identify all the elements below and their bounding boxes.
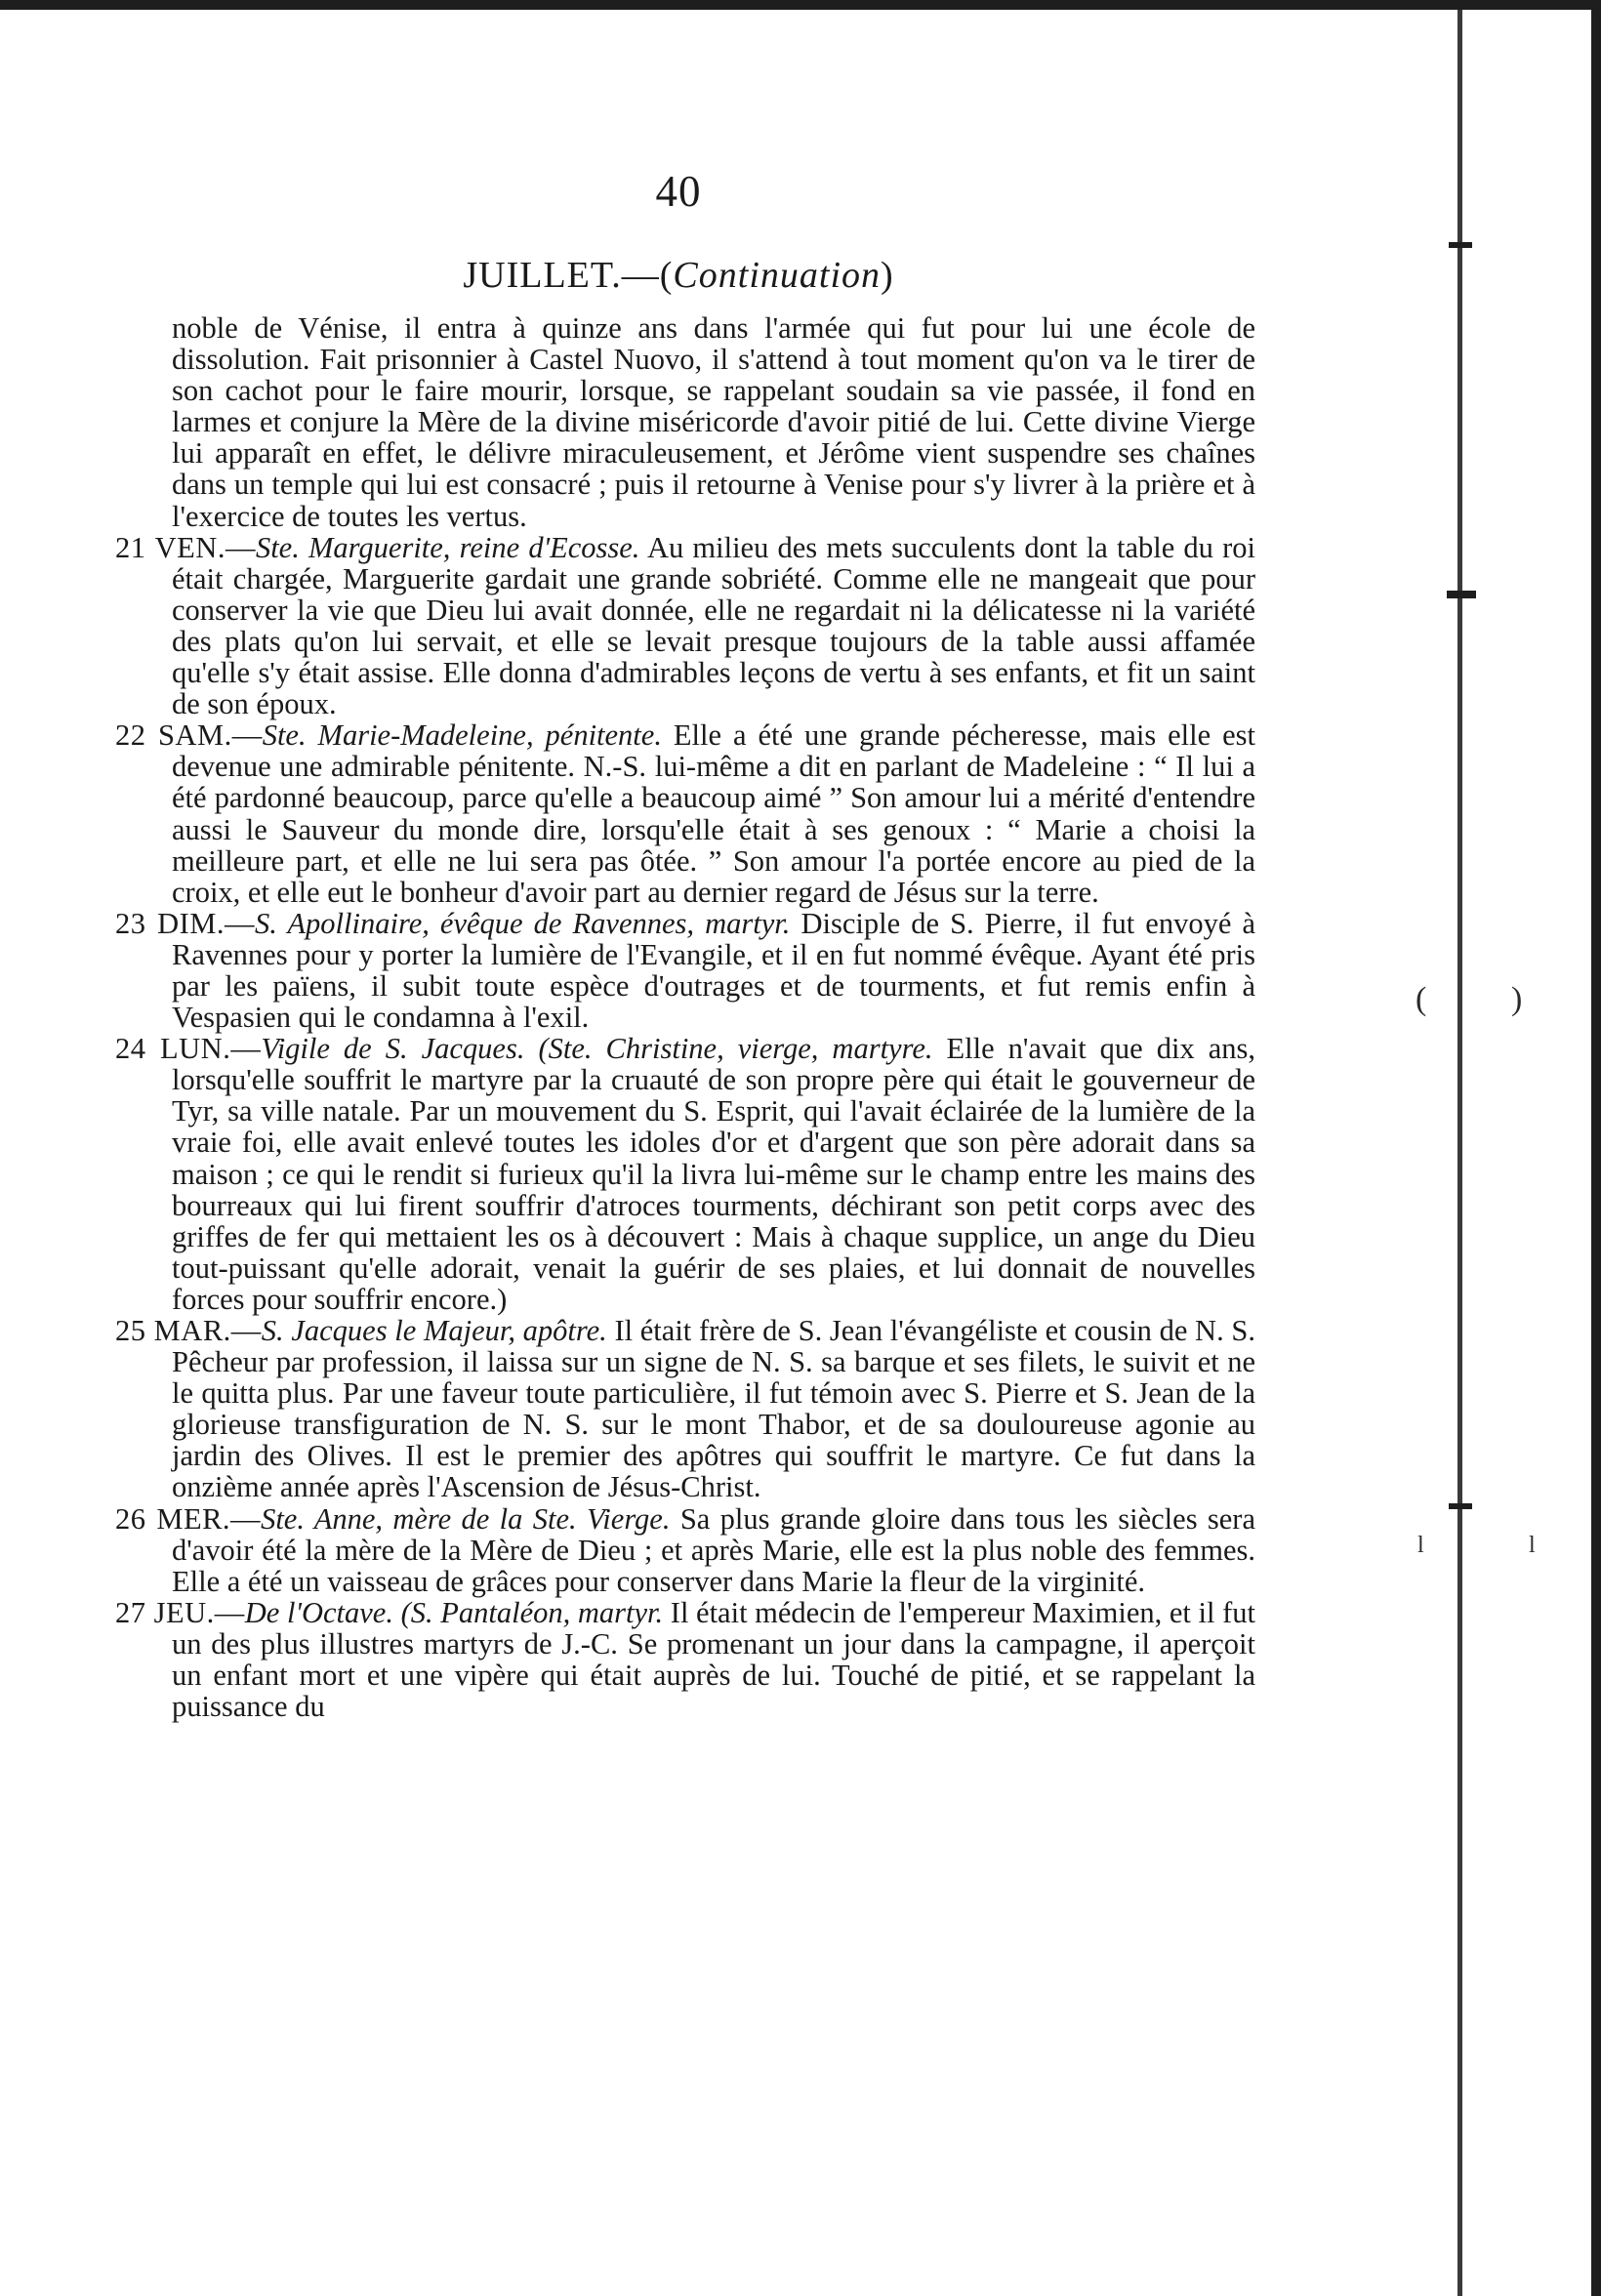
margin-mark: l xyxy=(1529,1533,1536,1558)
margin-mark: l xyxy=(1417,1533,1424,1558)
entry-saint: De l'Octave. xyxy=(244,1595,393,1629)
entry-22 xyxy=(115,719,1255,908)
entry-24 xyxy=(115,1033,1255,1315)
page-number: 40 xyxy=(655,167,702,216)
entry-text: Il était frère de S. Jean l'évangéliste et cousin de N. S. Pêcheur par profession, il laissa sur un signe de N. S. sa barque et ses filets, le suivit et ne le quitta plus. Par une faveur toute particulière, il fut témoin avec S. Pierre et S. Jean de la glorieuse transfiguration de N. S. sur le mont Thabor, et de sa douloureuse agonie au jardin des Olives. Il est le premier des apôtres qui souffrit le martyre. Ce fut dans la onzième année après l'Ascension de Jésus-Christ. xyxy=(172,1314,1255,1504)
entry-date: 25 MAR.— xyxy=(115,1314,262,1347)
entry-saint-secondary: (S. Pantaléon, martyr. xyxy=(392,1595,664,1629)
entry-text: Il était médecin de l'empereur Maximien, et il fut un des plus illustres martyrs de J.-C. Se promenant un jour dans la campagne, il aperçoit un enfant mort et une vipère qui était auprès de lui. Touché de pitié, et se rappelant la puissance du xyxy=(172,1595,1255,1724)
entry-date: 26 MER.— xyxy=(115,1501,262,1536)
entry-27 xyxy=(115,1597,1255,1722)
entry-text: Elle n'avait que dix ans, lorsqu'elle souffrit le martyre par la cruauté de son propre père qui était le gouverneur de Tyr, sa ville natale. Par un mouvement du S. Esprit, qui l'avait éclairée de la lumière de la vraie foi, elle avait enlevé toutes les idoles d'or et d'argent que son père adorait dans sa maison ; ce qui le rendit si furieux qu'il la livra lui-même sur le champ entre les mains des bourreaux qui lui firent souffrir d'atroces tourments, déchirant son petit corps avec des griffes de fer qui mettaient les os à découvert : Mais à chaque supplice, un ange du Dieu tout-puissant qu'elle adorait, venait la guérir de ses plaies, et lui donnait de nouvelles forces pour souffrir encore.) xyxy=(172,1032,1255,1316)
page-edge xyxy=(1457,10,1462,2296)
margin-mark: ( xyxy=(1416,981,1427,1017)
text-body xyxy=(115,312,1255,1722)
entry-date: 21 VEN.— xyxy=(115,530,256,564)
entry-text: noble de Vénise, il entra à quinze ans dans l'armée qui fut pour lui une école de dissolution. Fait prisonnier à Castel Nuovo, il s'attend à tout moment qu'on va le tirer de son cachot pour le faire mourir, lorsque, se rappelant soudain sa vie passée, il fond en larmes et conjure la Mère de la divine miséricorde d'avoir pitié de lui. Cette divine Vierge lui apparaît en effet, le délivre miraculeusement, et Jérôme vient suspendre ses chaînes dans un temple qui lui est consacré ; puis il retourne à Venise pour s'y livrer à la prière et à l'exercice de toutes les vertus. xyxy=(172,311,1255,533)
running-header xyxy=(0,254,1357,297)
entry-saint: Ste. Marie-Madeleine, pénitente. xyxy=(262,718,662,753)
header-continuation: Continuation xyxy=(673,255,881,296)
entry-saint: S. Apollinaire, évêque de Ravennes, martyr. xyxy=(255,906,791,940)
entry-date: 24 LUN.— xyxy=(115,1032,262,1066)
entry-25 xyxy=(115,1315,1255,1503)
book-page xyxy=(0,10,1455,2296)
entry-26 xyxy=(115,1503,1255,1597)
header-title: JUILLET.—( xyxy=(463,255,674,296)
entry-text: Elle a été une grande pécheresse, mais elle est devenue une admirable pénitente. N.-S. lui-même a dit en parlant de Madeleine : “ Il lui a été pardonné beaucoup, parce qu'elle a beaucoup aimé ” Son amour lui a mérité d'entendre aussi le Sauveur du monde dire, lorsqu'elle était à ses genoux : “ Marie a choisi la meilleure part, et elle ne lui sera pas ôtée. ” Son amour l'a portée encore au pied de la croix, et elle eut le bonheur d'avoir part au dernier regard de Jésus sur la terre. xyxy=(172,718,1256,909)
entry-saint: S. Jacques le Majeur, apôtre. xyxy=(261,1314,607,1347)
margin-mark: ) xyxy=(1511,981,1523,1017)
entry-continuation xyxy=(115,312,1255,532)
entry-date: 23 DIM.— xyxy=(115,906,256,940)
entry-21 xyxy=(115,532,1255,720)
entry-23 xyxy=(115,908,1255,1033)
header-close: ) xyxy=(881,255,894,296)
entry-date: 27 JEU.— xyxy=(115,1595,245,1629)
entry-text: Sa plus grande gloire dans tous les siècles sera d'avoir été la mère de la Mère de Dieu ; et après Marie, elle est la plus noble des femmes. Elle a été un vaisseau de grâces pour conserver dans Marie la fleur de la virginité. xyxy=(172,1501,1256,1598)
scan-border-right xyxy=(1591,0,1601,2296)
entry-saint: Ste. Anne, mère de la Ste. Vierge. xyxy=(261,1501,671,1536)
entry-date: 22 SAM.— xyxy=(115,718,263,753)
entry-text: Au milieu des mets succulents dont la table du roi était chargée, Marguerite gardait une grande sobriété. Comme elle ne mangeait que pour conserver la vie que Dieu lui avait donnée, elle ne regardait ni la délicatesse ni la variété des plats qu'on lui servait, et elle se levait presque toujours de la table aussi affamée qu'elle s'y était assise. Elle donna d'admirables leçons de vertu à ses enfants, et fit un saint de son époux. xyxy=(172,530,1255,721)
scan-border-top xyxy=(0,0,1601,10)
entry-saint: Vigile de S. Jacques. (Ste. Christine, vierge, martyre. xyxy=(261,1032,933,1066)
entry-text: Disciple de S. Pierre, il fut envoyé à Ravennes pour y porter la lumière de l'Evangile, et il en fut nommé évêque. Ayant été pris par les païens, il subit toute espèce d'outrages et de tourments, et fut remis enfin à Vespasien qui le condamna à l'exil. xyxy=(172,906,1255,1035)
entry-saint: Ste. Marguerite, reine d'Ecosse. xyxy=(255,530,640,564)
